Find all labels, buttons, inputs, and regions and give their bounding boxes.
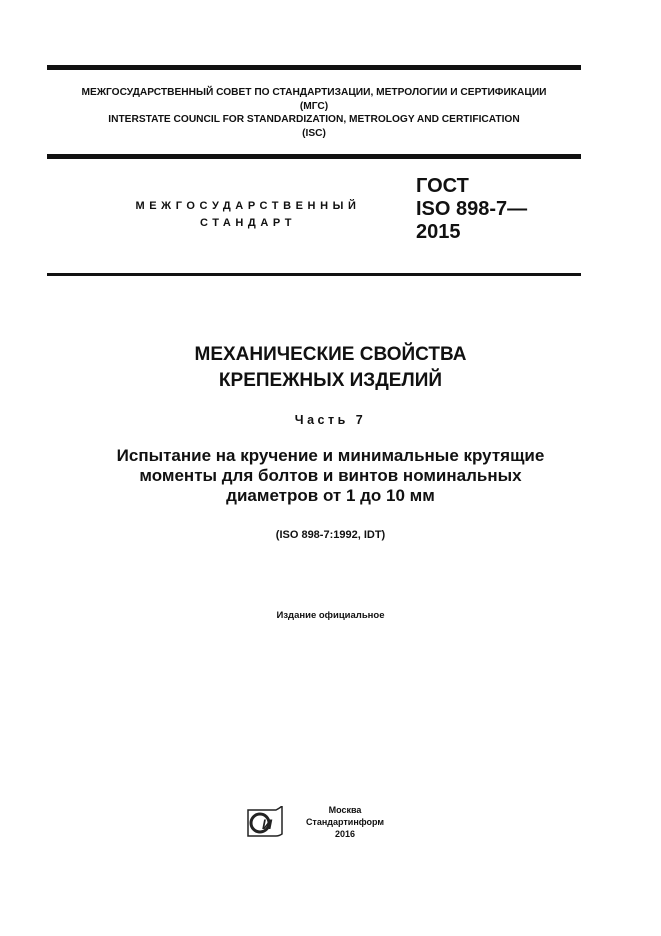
edition-note: Издание официальное [276, 610, 385, 621]
header-line: МЕЖГОСУДАРСТВЕННЫЙ СОВЕТ ПО СТАНДАРТИЗАЦИИ, МЕТРОЛОГИИ И СЕРТИФИКАЦИИ [81, 87, 547, 98]
top-rule [47, 65, 581, 70]
header-rule [47, 154, 581, 159]
standard-type [100, 198, 396, 232]
part-number: Часть 7 [294, 413, 367, 427]
subtitle-line: моменты для болтов и винтов номинальных [139, 466, 522, 485]
section-rule [47, 273, 581, 276]
publisher-name: Стандартинформ [305, 817, 385, 827]
designation-line: 2015 [416, 221, 461, 243]
council-header [47, 86, 581, 140]
header-line: (МГС) [299, 100, 329, 112]
subtitle-line: Испытание на кручение и минимальные крутящие [116, 446, 545, 465]
subtitle-line: диаметров от 1 до 10 мм [226, 486, 435, 505]
designation-line: ГОСТ [416, 175, 469, 197]
standard-type-line: СТАНДАРТ [199, 217, 297, 229]
document-title [0, 342, 661, 394]
publisher-info [305, 804, 385, 840]
standard-designation [416, 175, 527, 244]
standard-type-line: МЕЖГОСУДАРСТВЕННЫЙ [135, 200, 361, 212]
iso-reference: (ISO 898-7:1992, IDT) [275, 529, 386, 541]
header-line: (ISC) [302, 127, 326, 139]
standartinform-logo-icon [246, 806, 284, 838]
document-subtitle [0, 446, 661, 506]
title-line: КРЕПЕЖНЫХ ИЗДЕЛИЙ [218, 370, 443, 391]
header-line: INTERSTATE COUNCIL FOR STANDARDIZATION, METROLOGY AND CERTIFICATION [108, 114, 520, 125]
designation-line: ISO 898-7— [416, 198, 528, 220]
svg-text:И: И [262, 816, 273, 832]
publication-year: 2016 [334, 829, 356, 839]
title-line: МЕХАНИЧЕСКИЕ СВОЙСТВА [194, 344, 467, 365]
publisher-city: Москва [328, 805, 362, 815]
